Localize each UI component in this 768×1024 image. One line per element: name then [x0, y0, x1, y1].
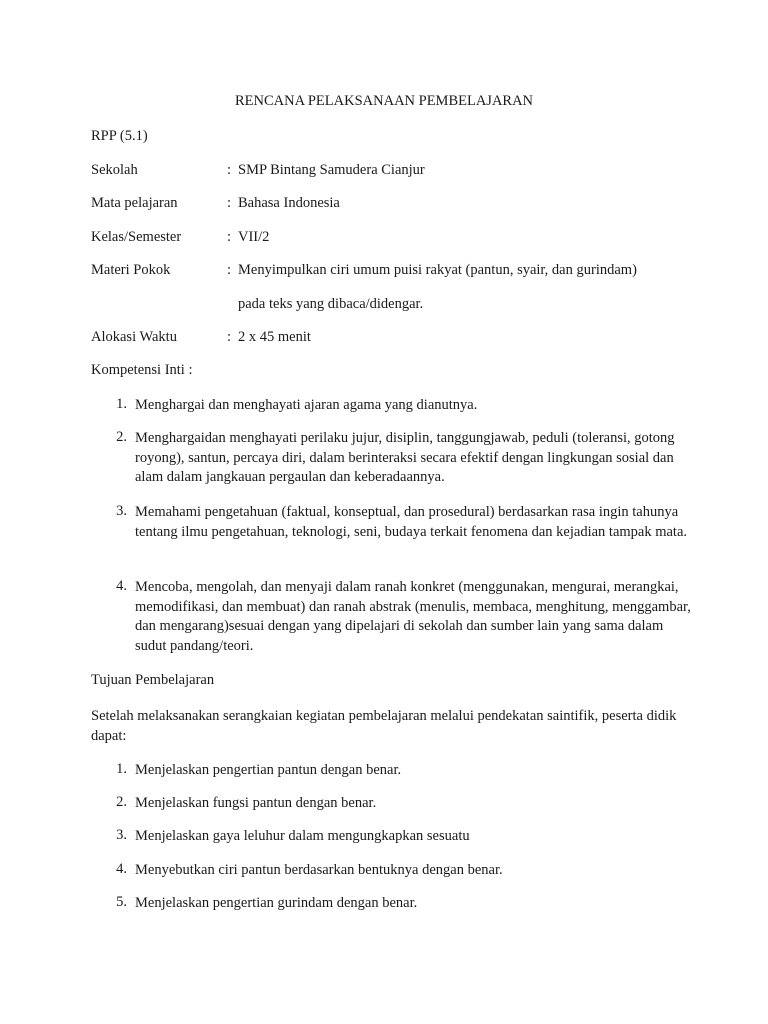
field-colon: : — [227, 162, 232, 178]
tujuan-intro: Setelah melaksanakan serangkaian kegiatan pembelajaran melalui pendekatan saintifik, peserta didik dapat: — [91, 708, 677, 744]
field-colon: : — [227, 329, 232, 345]
field-label-materi-pokok: Materi Pokok — [91, 262, 171, 278]
list-number: 5. — [116, 894, 127, 910]
list-text: Menjelaskan pengertian gurindam dengan benar. — [135, 895, 418, 911]
field-value-materi-pokok: Menyimpulkan ciri umum puisi rakyat (pantun, syair, dan gurindam) — [238, 262, 637, 278]
list-number: 4. — [116, 861, 127, 877]
field-label-sekolah: Sekolah — [91, 162, 138, 178]
field-value-kelas-semester: VII/2 — [238, 229, 270, 245]
document-title: RENCANA PELAKSANAAN PEMBELAJARAN — [234, 93, 534, 109]
list-text: Menghargaidan menghayati perilaku jujur, disiplin, tanggungjawab, peduli (toleransi, gotong royong), santun, percaya diri, dalam berinteraksi secara efektif dengan lingkungan sosial dan alam dalam jangkauan pergaulan dan keberadaannya. — [135, 430, 675, 485]
list-text: Mencoba, mengolah, dan menyaji dalam ranah konkret (menggunakan, mengurai, merangkai, memodifikasi, dan membuat) dan ranah abstrak (menulis, membaca, menghitung, menggambar, dan mengarang)sesuai dengan yang dipelajari di sekolah dan sumber lain yang sama dalam sudut pandang/teori. — [135, 579, 691, 654]
section-heading-kompetensi-inti: Kompetensi Inti : — [91, 362, 193, 378]
field-label-mata-pelajaran: Mata pelajaran — [91, 195, 178, 211]
list-number: 1. — [116, 761, 127, 777]
list-text: Memahami pengetahuan (faktual, konseptual, dan prosedural) berdasarkan rasa ingin tahunya tentang ilmu pengetahuan, teknologi, seni, budaya terkait fenomena dan kejadian tampak mata. — [135, 504, 688, 540]
list-text: Menjelaskan fungsi pantun dengan benar. — [135, 795, 377, 811]
list-number: 1. — [116, 396, 127, 412]
field-value-materi-pokok-continued: pada teks yang dibaca/didengar. — [238, 296, 424, 312]
field-value-mata-pelajaran: Bahasa Indonesia — [238, 195, 340, 211]
rpp-code: RPP (5.1) — [91, 128, 148, 144]
field-value-alokasi-waktu: 2 x 45 menit — [238, 329, 311, 345]
list-text: Menjelaskan pengertian pantun dengan benar. — [135, 762, 402, 778]
list-number: 3. — [116, 827, 127, 843]
list-text: Menghargai dan menghayati ajaran agama yang dianutnya. — [135, 397, 478, 413]
field-colon: : — [227, 262, 232, 278]
list-number: 2. — [116, 794, 127, 810]
field-colon: : — [227, 195, 232, 211]
list-text: Menyebutkan ciri pantun berdasarkan bentuknya dengan benar. — [135, 862, 503, 878]
list-number: 2. — [116, 429, 127, 445]
list-number: 4. — [116, 578, 127, 594]
field-value-sekolah: SMP Bintang Samudera Cianjur — [238, 162, 425, 178]
field-colon: : — [227, 229, 232, 245]
list-number: 3. — [116, 503, 127, 519]
field-label-alokasi-waktu: Alokasi Waktu — [91, 329, 177, 345]
list-text: Menjelaskan gaya leluhur dalam mengungkapkan sesuatu — [135, 828, 470, 844]
section-heading-tujuan-pembelajaran: Tujuan Pembelajaran — [91, 672, 215, 688]
field-label-kelas-semester: Kelas/Semester — [91, 229, 182, 245]
